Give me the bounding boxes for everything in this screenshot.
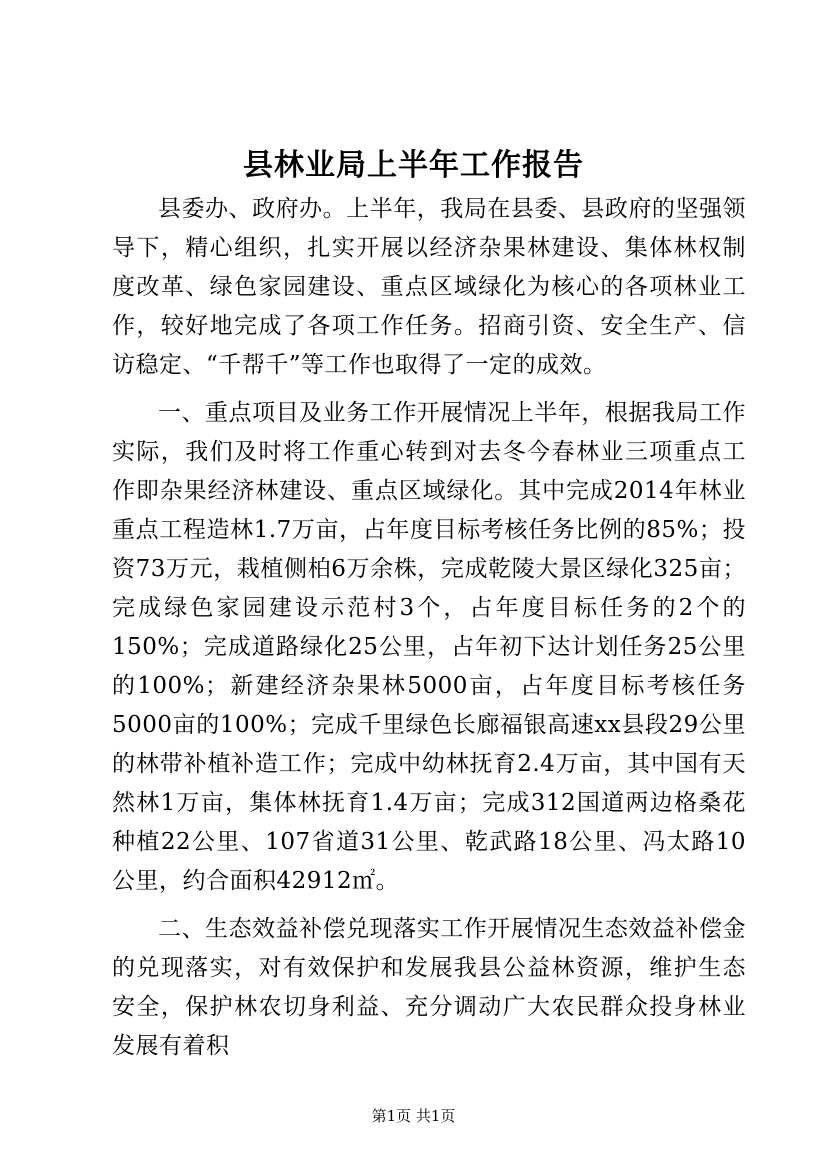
page-footer: 第1页 共1页 (371, 1107, 456, 1125)
paragraph-eco-compensation: 二、生态效益补偿兑现落实工作开展情况生态效益补偿金的兑现落实，对有效保护和发展我县公益林资源，维护生态安全，保护林农切身利益、充分调动广大农民群众投身林业发展有着积 (112, 916, 746, 1059)
paragraph-intro: 县委办、政府办。上半年，我局在县委、县政府的坚强领导下，精心组织，扎实开展以经济杂果林建设、集体林权制度改革、绿色家园建设、重点区域绿化为核心的各项林业工作，较好地完成了各项工作任务。招商引资、安全生产、信访稳定、“千帮千”等工作也取得了一定的成效。 (112, 196, 746, 378)
document-title: 县林业局上半年工作报告 (243, 148, 584, 183)
document-body (112, 190, 746, 1066)
paragraph-key-projects: 一、重点项目及业务工作开展情况上半年，根据我局工作实际，我们及时将工作重心转到对去冬今春林业三项重点工作即杂果经济林建设、重点区域绿化。其中完成2014年林业重点工程造林1.7万亩，占年度目标考核任务比例的85%；投资73万元，栽植侧柏6万余株，完成乾陵大景区绿化325亩；完成绿色家园建设示范村3个，占年度目标任务的2个的150%；完成道路绿化25公里，占年初下达计划任务25公里的100%；新建经济杂果林5000亩，占年度目标考核任务5000亩的100%；完成千里绿色长廊福银高速xx县段29公里的林带补植补造工作；完成中幼林抚育2.4万亩，其中国有天然林1万亩，集体林抚育1.4万亩；完成312国道两边格桑花种植22公里、107省道31公里、乾武路18公里、冯太路10公里，约合面积42912㎡。 (112, 400, 746, 894)
